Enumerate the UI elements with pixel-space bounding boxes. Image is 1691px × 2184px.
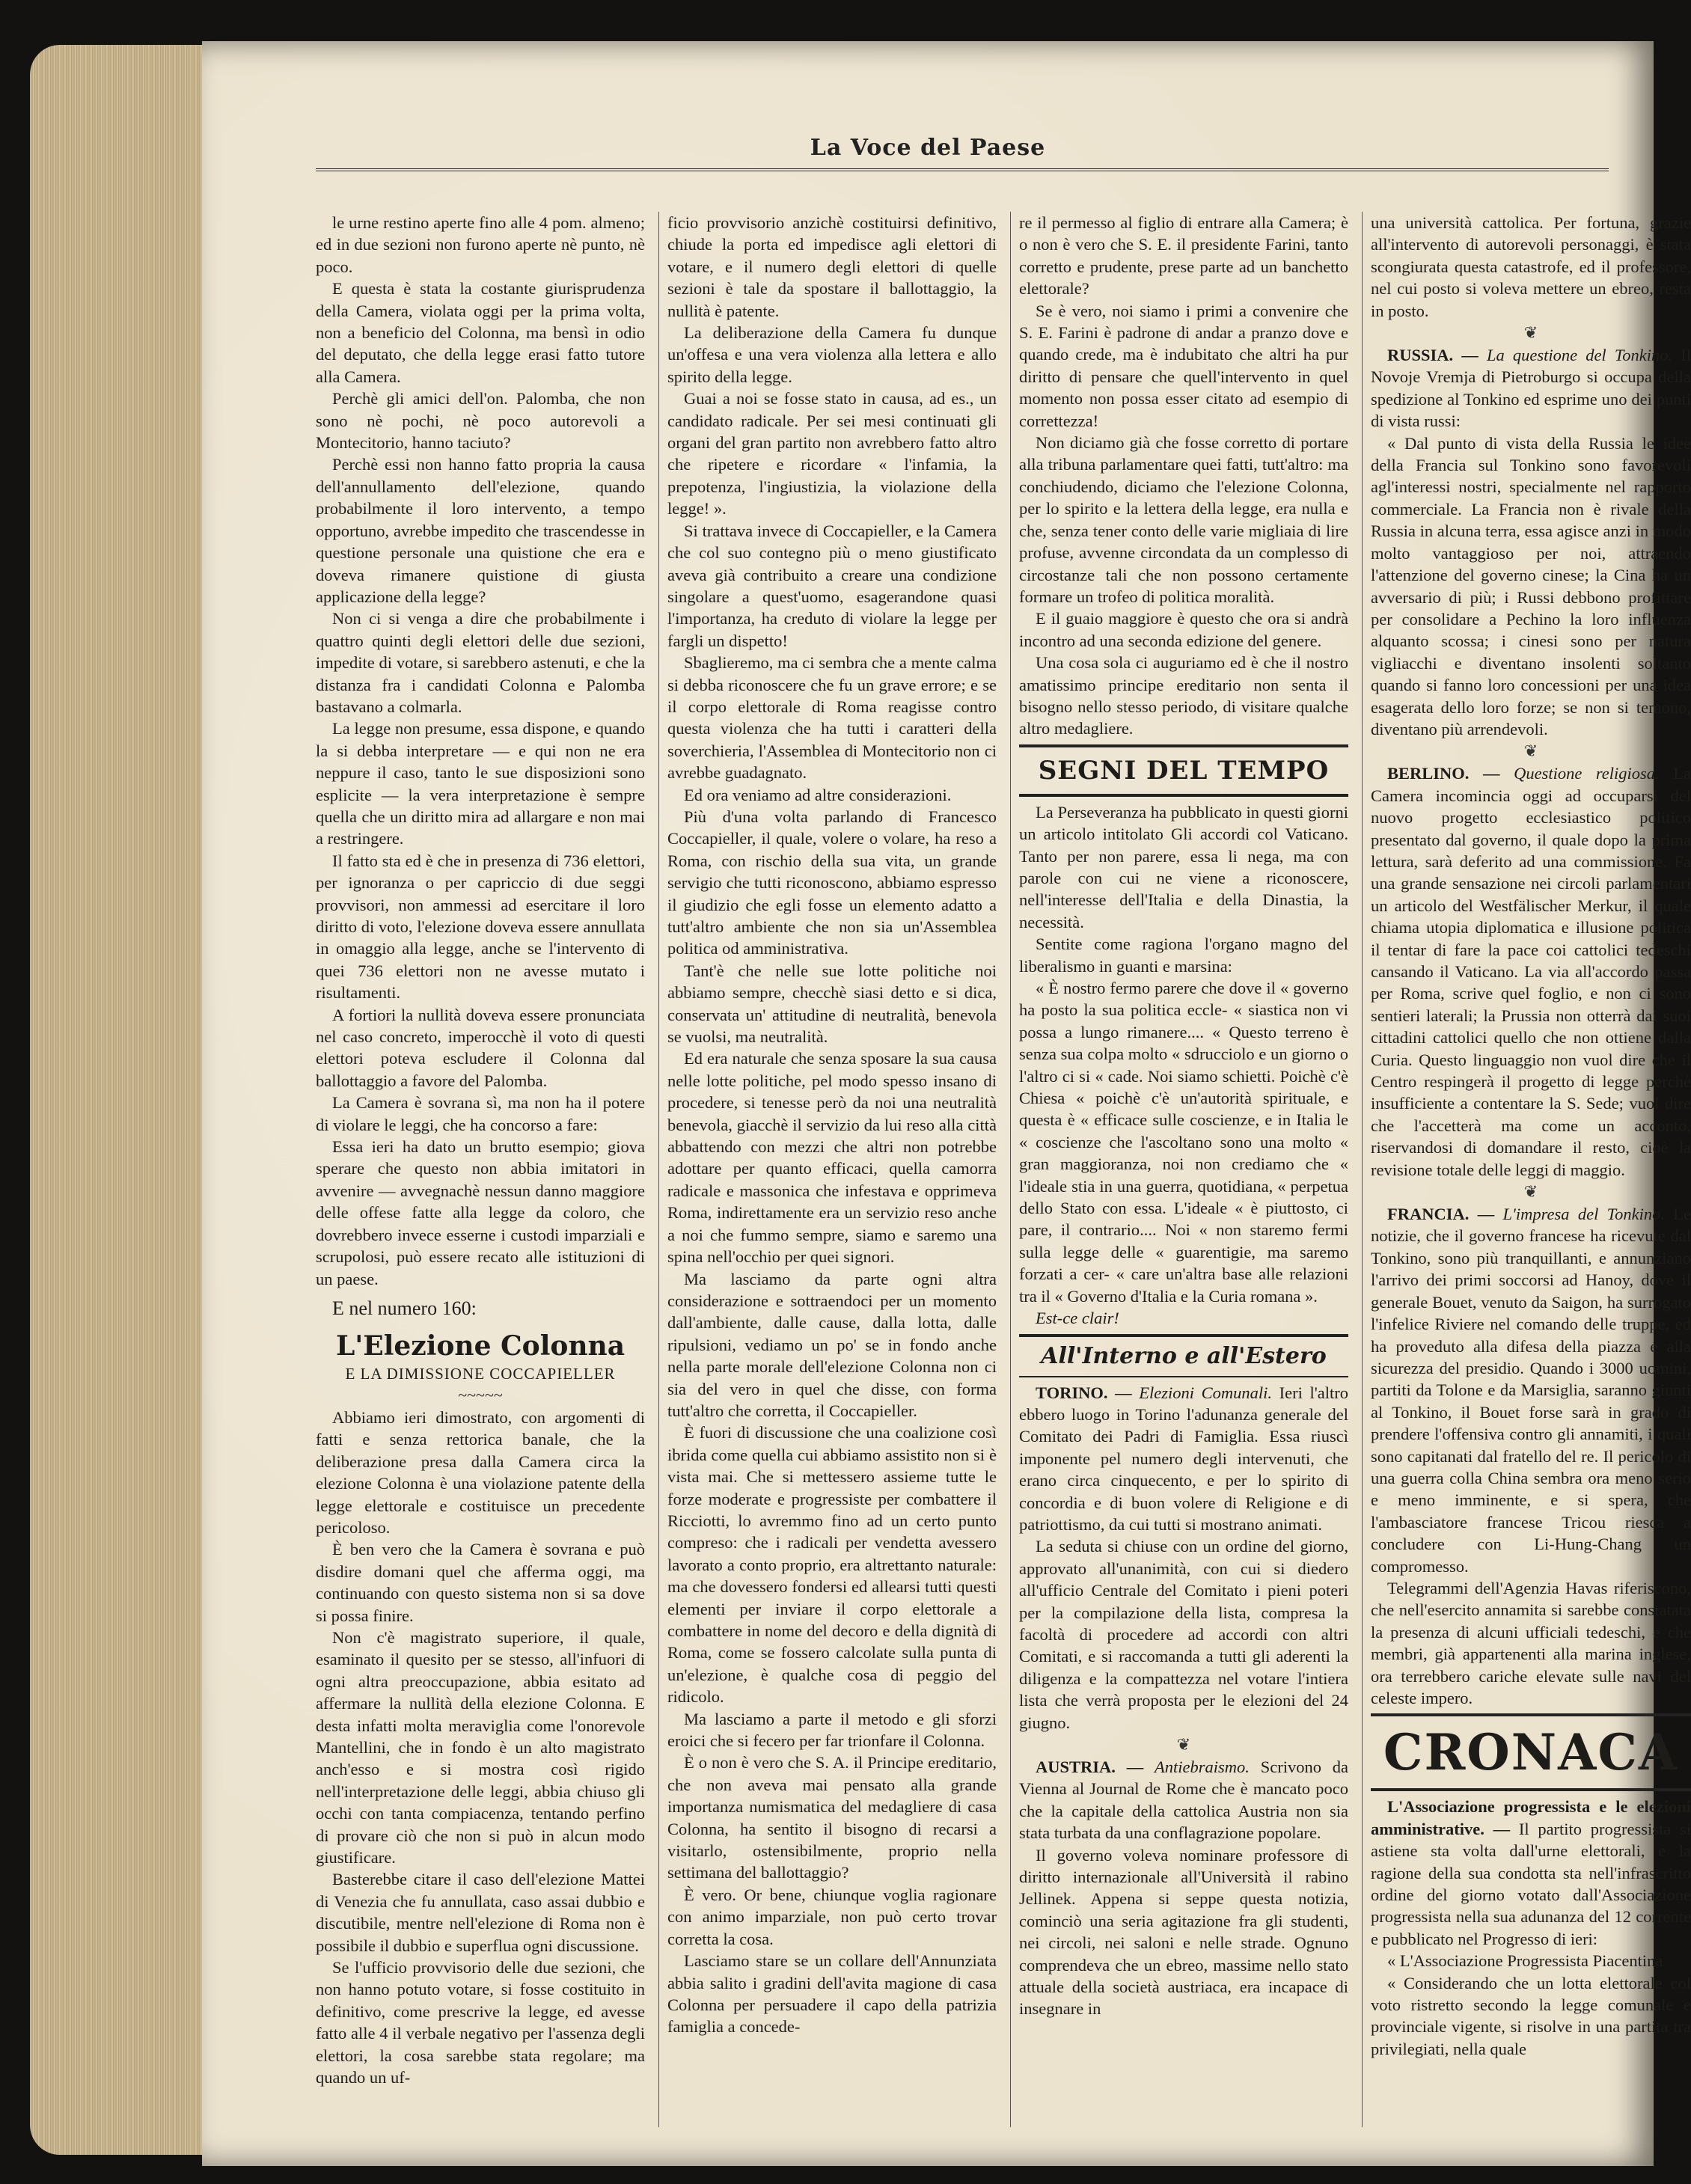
dateline-topic: Antiebraismo. xyxy=(1155,1758,1250,1776)
paragraph: Non c'è magistrato superiore, il quale, esaminato il quesito per se stesso, all'infuori di ogni altra preoccupazione, abbia esitato ad affermare la nullità della elezione Colonna. E desta infatti molta meraviglia come l'onorevole Mantellini, che in fondo è un alto magistrato anch'esso e si mostra così rigido nell'interpretazione delle leggi, abbia chiuso gli occhi con tanta compiacenza, tentando perfino di provare ciò che non si può in alcun modo giustificare. xyxy=(316,1627,645,1868)
ornament-divider: ❦ xyxy=(1176,1735,1191,1754)
paragraph: una università cattolica. Per fortuna, grazie all'intervento di autorevoli personaggi, è stata scongiurata questa catastrofe, ed il professore, nel cui posto si voleva mettere un ebreo, resta in posto. xyxy=(1371,213,1691,320)
news-item-berlino xyxy=(1371,762,1691,1181)
number-line: E nel numero 160: xyxy=(332,1297,477,1319)
section-banner-interno: All'Interno e all'Estero xyxy=(1019,1334,1348,1377)
paragraph: Lasciamo stare se un collare dell'Annunziata abbia salito i gradini dell'avita magione di casa Colonna per persuadere il capo della patrizia famiglia a concede- xyxy=(667,1951,997,2037)
news-item-austria xyxy=(1019,1756,1348,1844)
paragraph: Ed era naturale che senza sposare la sua causa nelle lotte politiche, pel modo spesso insano di procedere, si tenesse però da noi una neutralità benevola, giacchè il servizio da lui reso alla città abbattendo con mezzi che altri non potrebbe adottare per quanto efficaci, quella camorra radicale e massonica che infestava e opprimeva Roma, indirettamente era un servizio reso anche a noi che fummo sempre, siamo e saremo una spina nell'occhio per quei signori. xyxy=(667,1049,997,1267)
dateline: TORINO. — xyxy=(1036,1383,1132,1402)
paragraph: « Considerando che un lotta elettorale col voto ristretto secondo la legge comunale e provinciale vigente, si risolve in una partita tra privilegiati, nella quale xyxy=(1371,1973,1691,2058)
article-subtitle: E LA DIMISSIONE COCCAPIELLER xyxy=(345,1364,616,1383)
paragraph: Perchè gli amici dell'on. Palomba, che non sono nè pochi, nè poco autorevoli a Montecitorio, hanno taciuto? xyxy=(316,389,645,453)
header-rule xyxy=(316,168,1609,176)
ornament-divider: ~~~~~ xyxy=(458,1385,503,1404)
column-4 xyxy=(1371,212,1691,2127)
paragraph: La Camera incomincia oggi ad occuparsi del nuovo progetto ecclesiastico politico presentato dal governo, il quale dopo la prima lettura, sarà deferito ad una commissione. Fa una grande sensazione nei circoli parlamentari un articolo del Westfälischer Merkur, il quale chiama utopia diplomatica e illusione politica il tentar di fare la pace coi cattolici tedeschi cansando il Vaticano. La via all'accordo passa per Roma, scrive quel foglio, e non ci sono sentieri laterali; la Prussia non otterrà dai suoi cittadini cattolici quello che non ottiene dalla Curia. Questo linguaggio non vuol dire che il Centro respingerà il progetto di legge perchè insufficiente a contentare la S. Sede; vuol dire che l'accetterà ma come un acconto, riservandosi di domandare il resto, cioè la revisione totale delle leggi di maggio. xyxy=(1371,764,1691,1179)
paragraph: Non ci si venga a dire che probabilmente i quattro quinti degli elettori delle due sezioni, impedite di votare, si sarebbero astenuti, e che la distanza fra i candidati Colonna e Palomba bastavano a colmarla. xyxy=(316,609,645,716)
paragraph: A fortiori la nullità doveva essere pronunciata nel caso concreto, imperocchè il voto di questi elettori poteva escludere il Colonna dal ballottaggio a favore del Palomba. xyxy=(316,1005,645,1090)
ornament-divider: ❦ xyxy=(1523,741,1538,761)
column-2 xyxy=(667,212,997,2127)
paragraph: « È nostro fermo parere che dove il « governo ha posto la sua politica eccle- « siastica non vi possa a lungo rimanere.... « Questo terreno è senza sua colpa molto « sdrucciolo e un giorno o l'altro ci si « cade. Noi siamo schietti. Poichè c'è Chiesa « poichè c'è un'autorità spirituale, e questa è « efficace sulle coscienze, e in Italia le « coscienze che l'ascoltano sono una molto « gran maggioranza, noi non crediamo che « l'ideale stia in una guerra, quotidiana, « perpetua dello Stato con essa. L'ideale « è piuttosto, ci pare, il contrario.... Noi « non staremo fermi sulla legge delle « guarentigie, ma saremo forzati a cer- « care un'altra base alle relazioni tra il « Governo d'Italia e la Curia romana ». xyxy=(1019,979,1348,1306)
paragraph: È ben vero che la Camera è sovrana e può disdire domani quel che afferma oggi, ma continuando con questo sistema non si sa dove si possa finire. xyxy=(316,1540,645,1625)
paragraph: re il permesso al figlio di entrare alla Camera; è o non è vero che S. E. il presidente Farini, tanto corretto e prudente, prese parte ad un banchetto elettorale? xyxy=(1019,213,1348,299)
paragraph: La Camera è sovrana sì, ma non ha il potere di violare le leggi, che ha concorso a fare: xyxy=(316,1093,645,1134)
paragraph: Essa ieri ha dato un brutto esempio; giova sperare che questo non abbia imitatori in avvenire — avvegnachè nessun danno maggiore delle offese fatte alla legge da coloro, che dovrebbero invece esserne i custodi imparziali e scrupolosi, può essere recato alle istituzioni di un paese. xyxy=(316,1137,645,1288)
paragraph: « Dal punto di vista della Russia le idee della Francia sul Tonkino sono favorevoli agl'interessi nostri, specialmente nel rapporto commerciale. La Francia non è rivale della Russia in alcuna terra, essa agisce anzi in modo molto vantaggioso per noi, attraendo l'attenzione del governo cinese; la Cina ha un avversario di più; i Russi debbono profittare per consolidare a Pechino la loro influenza alquanto scossa; i cinesi sono per natura vigliacchi e diventano insolenti soltanto quando si fanno loro concessioni per una idea esagerata dello loro forze; se non si temono, diventano più arrendevoli. xyxy=(1371,433,1691,738)
paragraph: Sentite come ragiona l'organo magno del liberalismo in guanti e marsina: xyxy=(1019,935,1348,976)
news-item-associazione xyxy=(1371,1796,1691,1950)
section-banner-cronaca: CRONACA xyxy=(1371,1713,1691,1791)
paragraph: Se l'ufficio provvisorio delle due sezioni, che non hanno potuto votare, si fosse costituito in definitivo, come prescrive la legge, ed avesse fatto alle 4 il verbale negativo per l'assenza degli elettori, la cosa sarebbe stata regolare; ma quando un uf- xyxy=(316,1958,645,2087)
paragraph: Il governo voleva nominare professore di diritto internazionale all'Università il rabino Jellinek. Appena si seppe questa notizia, cominciò una seria agitazione fra gli studenti, nei circoli, nei saloni e nelle strade. Ognuno comprendeva che un ebreo, massime nello stato attuale della società austriaca, era incapace di insegnare in xyxy=(1019,1845,1348,2019)
paragraph: È o non è vero che S. A. il Principe ereditario, che non aveva mai pensato alla grande importanza numismatica del medagliere di casa Colonna, ha sentito il bisogno di recarsi a visitarlo, ostensibilmente, proprio nella settimana del ballottaggio? xyxy=(667,1753,997,1882)
section-banner-segni: SEGNI DEL TEMPO xyxy=(1019,744,1348,797)
paragraph: Non diciamo già che fosse corretto di portare alla tribuna parlamentare quei fatti, tutt'altro: ma conchiudendo, diciamo che l'elezione Colonna, per lo spirito e la lettera della legge, era nulla e che, senza tener conto delle varie migliaia di lire profuse, avvenne circondata da un complesso di circostanze tali che non possono certamente formare un trofeo di politica moralità. xyxy=(1019,433,1348,606)
paragraph: E questa è stata la costante giurisprudenza della Camera, violata oggi per la prima volta, non a beneficio del Colonna, ma bensì in odio del deputato, che della legge erasi fatto tutore alla Camera. xyxy=(316,279,645,386)
paragraph: Ed ora veniamo ad altre considerazioni. xyxy=(684,785,952,804)
paragraph: La Perseveranza ha pubblicato in questi giorni un articolo intitolato Gli accordi col Vaticano. Tanto per non parere, essa li nega, ma con parole con cui ne viene a riconoscere, nell'interesse dell'Italia e della Dinastia, la necessità. xyxy=(1019,802,1348,932)
paragraph: le urne restino aperte fino alle 4 pom. almeno; ed in due sezioni non furono aperte nè punto, nè poco. xyxy=(316,213,645,276)
column-rule xyxy=(658,212,659,2127)
dateline-topic: L'impresa del Tonkino. xyxy=(1502,1205,1665,1224)
article-title: L'Elezione Colonna xyxy=(335,1330,626,1362)
news-item-francia xyxy=(1371,1203,1691,1577)
masthead: La Voce del Paese xyxy=(810,135,1046,161)
item-heading: L'Associazione progressista e le elezioni amministrative. — xyxy=(1371,1797,1691,1838)
paragraph: Est-ce clair! xyxy=(1036,1309,1119,1328)
paragraph: Abbiamo ieri dimostrato, con argomenti di fatti e senza rettorica banale, che la deliberazione presa dalla Camera circa la elezione Colonna è una violazione patente della legge elettorale e costituisce un precedente pericoloso. xyxy=(316,1407,645,1537)
dateline-topic: Elezioni Comunali. xyxy=(1139,1383,1272,1402)
paragraph: Scrivono da Vienna al Journal de Rome che è mancato poco che la capitale della cattolica Austria non sia stata turbata da una conflagrazione popolare. xyxy=(1019,1758,1349,1843)
paragraph: Sbaglieremo, ma ci sembra che a mente calma si debba riconoscere che fu un grave errore; e se il corpo elettorale di Roma reagisse contro questa violenza che ha tutti i caratteri della soverchieria, l'Assemblea di Montecitorio non ci avrebbe guadagnato. xyxy=(667,653,997,783)
paragraph: La seduta si chiuse con un ordine del giorno, approvato all'unanimità, con cui si diedero all'ufficio Centrale del Comitato i pieni poteri per la compilazione della lista, compresa la facoltà di procedere ad accordi con altri Comitati, e si raccomanda a tutti gli aderenti la diligenza e la compattezza nel votare l'intiera lista che verrà proposta per le elezioni del 24 giugno. xyxy=(1019,1537,1348,1732)
paragraph: La legge non presume, essa dispone, e quando la si debba interpretare — e qui non ne era neppure il caso, tanto le sue disposizioni sono esplicite — la vera interpretazione è sempre quella che un diritto mira ad allargare e non mai a restringere. xyxy=(316,719,645,848)
dateline: FRANCIA. — xyxy=(1387,1205,1495,1224)
column-3 xyxy=(1019,212,1348,2127)
paragraph: Telegrammi dell'Agenzia Havas riferiscono, che nell'esercito annamita si sarebbe constatata la presenza di alcuni ufficiali tedeschi, e che membri, già appartenenti alla marina inglese, ora terrebbero cariche elevate sulle navi del celeste impero. xyxy=(1371,1578,1691,1707)
paragraph: Ma lasciamo da parte ogni altra considerazione e sottraendoci per un momento dall'ambiente, dalle cause, dalla lotta, dalle ripulsioni, vediamo un po' se in fondo anche nella parte morale dell'elezione Colonna non ci sia del vero in quel che disse, con forma tutt'altro che corretta, il Coccapieller. xyxy=(667,1269,997,1420)
paragraph: Una cosa sola ci auguriamo ed è che il nostro amatissimo principe ereditario non senta il bisogno nello stesso periodo, di visitare qualche altro medagliere. xyxy=(1019,653,1348,738)
paragraph: È fuori di discussione che una coalizione così ibrida come quella cui abbiamo assistito non si è vista mai. Che si mettessero assieme tutte le forze moderate e progressiste per combattere il Ricciotti, lo avremmo fino ad un certo punto compreso: che i radicali per vendetta avessero lavorato a conto proprio, era altrettanto naturale: ma che dovessero fondersi ed allearsi tutti questi elementi per inviare il corpo elettorale a combattere in nome del decoro e della dignità di Roma, come se fossero calcolate sulla punta di un'elezione, è qualche cosa di peggio del ridicolo. xyxy=(667,1423,997,1707)
column-rule xyxy=(1010,212,1011,2127)
paragraph: È vero. Or bene, chiunque voglia ragionare con animo imparziale, non può certo trovar corretta la cosa. xyxy=(667,1885,997,1948)
dateline: RUSSIA. — xyxy=(1387,346,1479,365)
news-item-torino xyxy=(1019,1382,1348,1536)
paragraph: Ma lasciamo a parte il metodo e gli sforzi eroici che si fecero per far trionfare il Colonna. xyxy=(667,1709,997,1751)
paragraph: Il fatto sta ed è che in presenza di 736 elettori, per ignoranza o per capriccio di due seggi provvisori, non ammessi ad esercitare il loro diritto di voto, l'elezione doveva essere annullata in omaggio alla legge, anche se l'intervento di quei 736 elettori non ne avesse mutato i risultamenti. xyxy=(316,851,645,1003)
book-page-edges xyxy=(30,45,217,2155)
paragraph: La deliberazione della Camera fu dunque un'offesa e una vera violenza alla lettera e allo spirito della legge. xyxy=(667,323,997,386)
column-1 xyxy=(316,212,645,2127)
paragraph: « L'Associazione Progressista Piacentina xyxy=(1387,1951,1663,1971)
paragraph: Tant'è che nelle sue lotte politiche noi abbiamo sempre, checchè siasi detto e si dica, conservata un' attitudine di neutralità, benevola se vuolsi, ma neutralità. xyxy=(667,961,997,1047)
paragraph: Le notizie, che il governo francese ha ricevute dal Tonkino, sono più tranquillanti, e annunziano l'arrivo dei primi soccorsi ad Hanoy, dove il generale Bouet, venuto da Saigon, ha surrogato l'infelice Riviere nel comando delle truppe, ed ha proveduto alla difesa della piazza e alla sicurezza del presidio. Quando i 3000 uomini, partiti da Tolone e da Marsiglia, saranno giunti al Tonkino, il Bouet forse sarà in grado di prendere l'offensiva contro gli annamiti, i quali sono capitanati dal fratello del re. Il pericolo di una guerra colla China sembra ora meno serio e meno imminente, e si spera, che l'ambasciatore francese Tricou riesca a concludere con Li-Hung-Chang un compromesso. xyxy=(1371,1205,1691,1576)
paragraph: ficio provvisorio anzichè costituirsi definitivo, chiude la porta ed impedisce agli elettori di votare, e il numero degli elettori di quelle sezioni è tale da spostare il ballottaggio, la nullità è patente. xyxy=(667,213,997,320)
paragraph: Guai a noi se fosse stato in causa, ad es., un candidato radicale. Per sei mesi continuati gli organi del gran partito non avrebbero fatto altro che ripetere e ricordare « l'infamia, la prepotenza, l'ingiustizia, la violazione della legge! ». xyxy=(667,389,997,519)
newspaper-page xyxy=(202,41,1691,2166)
paragraph: Perchè essi non hanno fatto propria la causa dell'annullamento dell'elezione, quando probabilmente il loro intervento, a tempo opportuno, avrebbe impedito che trascendesse in questione personale una quistione che era e doveva rimanere quistione di giusta applicazione della legge? xyxy=(316,455,645,606)
dateline: AUSTRIA. — xyxy=(1036,1758,1144,1776)
paragraph: Basterebbe citare il caso dell'elezione Mattei di Venezia che fu annullata, caso assai dubbio e discutibile, mentre nell'elezione di Roma non è possibile il dubbio e superflua ogni discussione. xyxy=(316,1870,645,1955)
column-rule xyxy=(1362,212,1363,2127)
paragraph: Il Novoje Vremja di Pietroburgo si occupa della spedizione al Tonkino ed esprime uno dei punti di vista russi: xyxy=(1371,346,1691,431)
paragraph: E il guaio maggiore è questo che ora si andrà incontro ad una seconda edizione del genere. xyxy=(1019,609,1348,650)
ornament-divider: ❦ xyxy=(1523,1182,1538,1202)
dateline: BERLINO. — xyxy=(1387,764,1500,783)
paragraph: Ieri l'altro ebbero luogo in Torino l'adunanza generale del Comitato dei Padri di Famiglia. Essa riuscì imponente pel numero degli intervenuti, che erano circa cinquecento, e per lo spirito di concordia e di buon volere di Religione e di patriottismo, da cui tutti si mostrano animati. xyxy=(1019,1383,1348,1534)
paragraph: Se è vero, noi siamo i primi a convenire che S. E. Farini è padrone di andar a pranzo dove e quando crede, ma è indubitato che altri ha pur diritto di pensare che quell'intervento in quel momento non possa esser citato ad esempio di correttezza! xyxy=(1019,301,1348,430)
ornament-divider: ❦ xyxy=(1523,323,1538,343)
paragraph: Il partito progressista si astiene sta volta dall'urne elettorali, e la ragione della sua condotta sta nell'infrascritto ordine del giorno votato dall'Associazione progressista nella sua adunanza del 12 corrente e pubblicato nel Progresso di ieri: xyxy=(1371,1819,1691,1948)
news-item-russia xyxy=(1371,344,1691,432)
dateline-topic: La questione del Tonkino. xyxy=(1486,346,1673,365)
paragraph: Si trattava invece di Coccapieller, e la Camera che col suo contegno più o meno giustificato aveva già contribuito a creare una condizione singolare a quest'uomo, esagerandone quasi l'importanza, ha creduto di violare la legge per fargli un dispetto! xyxy=(667,521,997,650)
dateline-topic: Questione religiosa. xyxy=(1514,764,1660,783)
paragraph: Più d'una volta parlando di Francesco Coccapieller, il quale, volere o volare, ha reso a Roma, con rischio della sua vita, un grande servigio che tutti riconoscono, abbiamo espresso il giudizio che egli fosse un elemento adatto a tutt'altro ambiente che non sia un'Assemblea politica od amministrativa. xyxy=(667,807,997,958)
